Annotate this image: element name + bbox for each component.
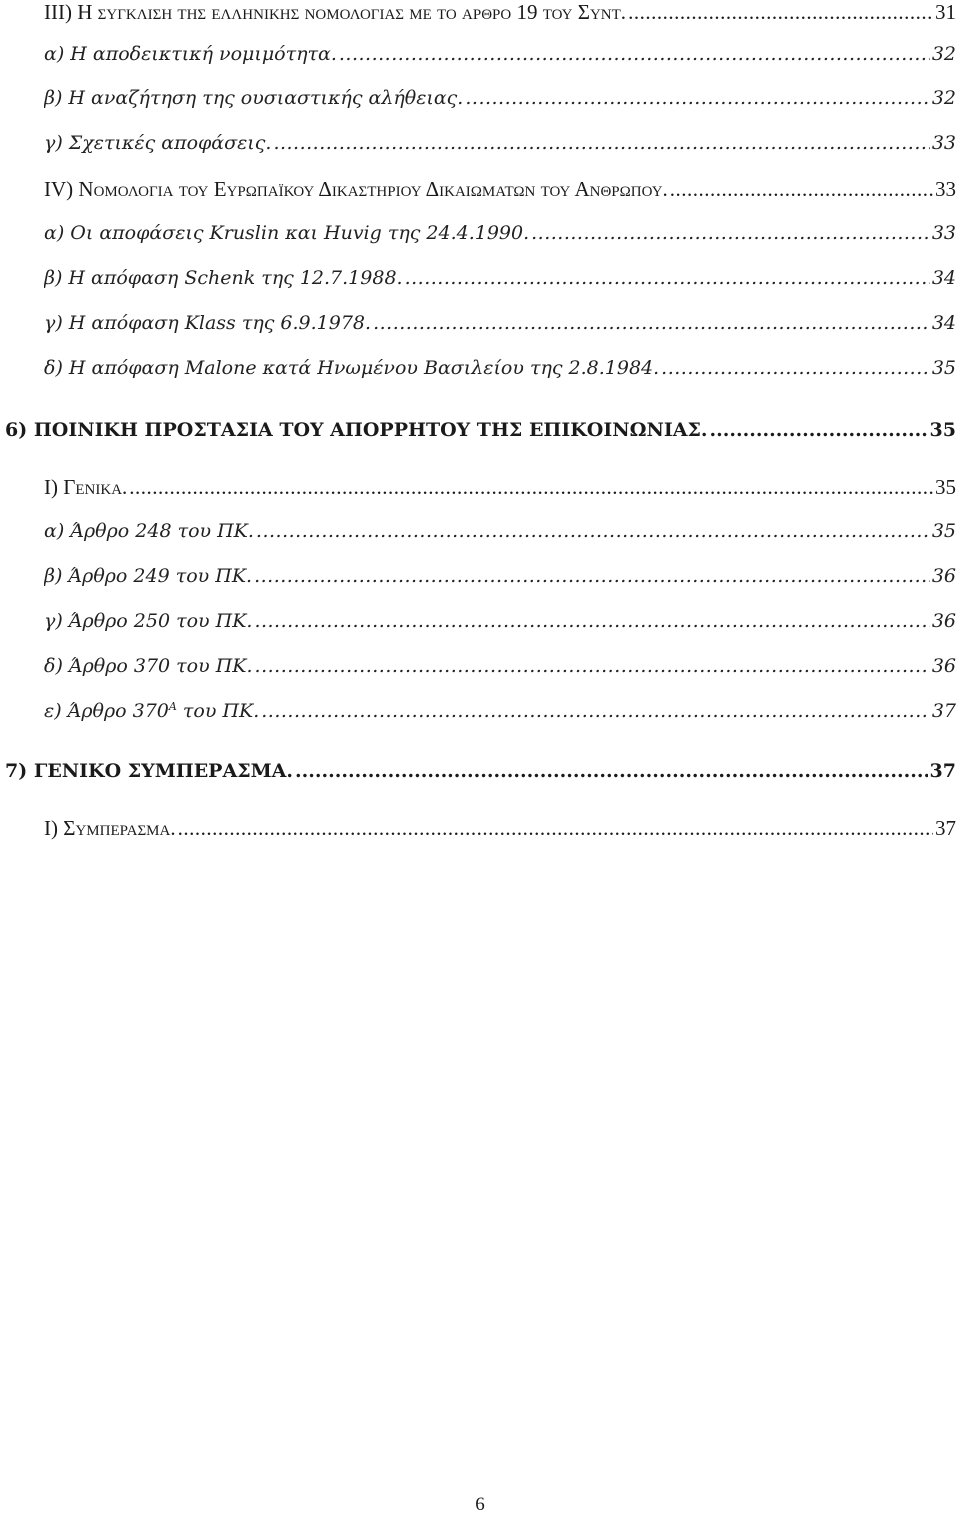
dot-leader <box>256 520 930 542</box>
toc-entry-title: III) Η συγκλιση της ελληνικης νομολογιας με το αρθρο 19 του Συντ. <box>44 0 627 24</box>
toc-entry-page: 35 <box>931 357 956 379</box>
dot-leader <box>129 475 933 500</box>
toc-entry-page: 31 <box>935 0 956 24</box>
dot-leader <box>255 655 930 677</box>
toc-entry-page: 32 <box>931 43 956 65</box>
toc-entry-page: 35 <box>931 520 956 542</box>
toc-entry-title: I) Συμπερασμα. <box>44 816 176 840</box>
toc-entry[interactable] <box>44 655 956 689</box>
dot-leader <box>178 816 933 841</box>
toc-entry[interactable] <box>44 312 956 346</box>
dot-leader <box>273 132 929 154</box>
toc-entry-title: 6) ΠΟΙΝΙΚΗ ΠΡΟΣΤΑΣΙΑ ΤΟΥ ΑΠΟΡΡΗΤΟΥ ΤΗΣ ΕΠΙΚΟΙΝΩΝΙΑΣ. <box>5 419 708 441</box>
dot-leader <box>465 87 929 109</box>
toc-entry-title: ε) Άρθρο $370^A$ του ΠΚ. <box>44 700 260 722</box>
dot-leader <box>531 222 930 244</box>
dot-leader <box>628 0 933 25</box>
toc-entry[interactable] <box>44 177 956 211</box>
toc-entry-title: I) Γενικα. <box>44 475 128 499</box>
dot-leader <box>254 565 930 587</box>
toc-entry-page: 37 <box>935 816 956 840</box>
toc-entry-page: 33 <box>931 132 956 154</box>
toc-entry-page: 36 <box>931 610 956 632</box>
toc-entry-page: 37 <box>929 760 956 782</box>
toc-entry-page: 34 <box>931 267 956 289</box>
toc-entry-page: 35 <box>929 419 956 441</box>
toc-entry[interactable] <box>5 419 956 453</box>
toc-entry-title: α) Οι αποφάσεις Kruslin και Huvig της 24.4.1990. <box>44 222 530 244</box>
toc-entry-page: 33 <box>935 177 956 201</box>
toc-entry-title: β) Η απόφαση Schenk της 12.7.1988. <box>44 267 403 289</box>
dot-leader <box>339 43 930 65</box>
toc-entry[interactable] <box>44 87 956 121</box>
toc-entry-page: 37 <box>931 700 956 722</box>
toc-entry[interactable] <box>44 700 956 734</box>
toc-entry[interactable] <box>44 0 956 34</box>
toc-entry[interactable] <box>44 610 956 644</box>
toc-entry[interactable] <box>44 565 956 599</box>
toc-entry-page: 34 <box>931 312 956 334</box>
toc-entry[interactable] <box>44 357 956 391</box>
toc-entry[interactable] <box>44 222 956 256</box>
toc-entry-title: 7) ΓΕΝΙΚΟ ΣΥΜΠΕΡΑΣΜΑ. <box>5 760 294 782</box>
toc-entry[interactable] <box>44 520 956 554</box>
toc-entry-page: 36 <box>931 565 956 587</box>
dot-leader <box>373 312 930 334</box>
toc-entry-page: 36 <box>931 655 956 677</box>
page-number: 6 <box>475 1494 485 1515</box>
dot-leader <box>295 760 928 782</box>
toc-entry-title: β) Η αναζήτηση της ουσιαστικής αλήθειας. <box>44 87 464 109</box>
toc-entry[interactable] <box>5 760 956 794</box>
dot-leader <box>405 267 930 289</box>
dot-leader <box>710 419 928 441</box>
toc-entry-title: IV) Νομολογια του Ευρωπαϊκου Δικαστηριου Δικαιωματων του Ανθρωπου. <box>44 177 668 201</box>
toc-entry-page: 32 <box>931 87 956 109</box>
toc-entry-title: δ) Η απόφαση Malone κατά Ηνωμένου Βασιλείου της 2.8.1984. <box>44 357 660 379</box>
toc-entry[interactable] <box>44 816 956 850</box>
toc-entry-title: γ) Σχετικές αποφάσεις. <box>44 132 272 154</box>
toc-entry-title: γ) Η απόφαση Klass της 6.9.1978. <box>44 312 372 334</box>
toc-entry-title: α) Η αποδεικτική νομιμότητα. <box>44 43 337 65</box>
toc-entry[interactable] <box>44 475 956 509</box>
dot-leader <box>670 177 933 202</box>
dot-leader <box>661 357 930 379</box>
toc-entry-title: δ) Άρθρο 370 του ΠΚ. <box>44 655 253 677</box>
toc-entry[interactable] <box>44 267 956 301</box>
toc-entry-title: α) Άρθρο 248 του ΠΚ. <box>44 520 254 542</box>
dot-leader <box>254 610 929 632</box>
toc-entry-title: β) Άρθρο 249 του ΠΚ. <box>44 565 253 587</box>
toc-entry-page: 35 <box>935 475 956 499</box>
dot-leader <box>261 700 930 722</box>
toc-entry[interactable] <box>44 132 956 166</box>
toc-entry-title: γ) Άρθρο 250 του ΠΚ. <box>44 610 253 632</box>
toc-entry[interactable] <box>44 43 956 77</box>
toc-entry-page: 33 <box>931 222 956 244</box>
